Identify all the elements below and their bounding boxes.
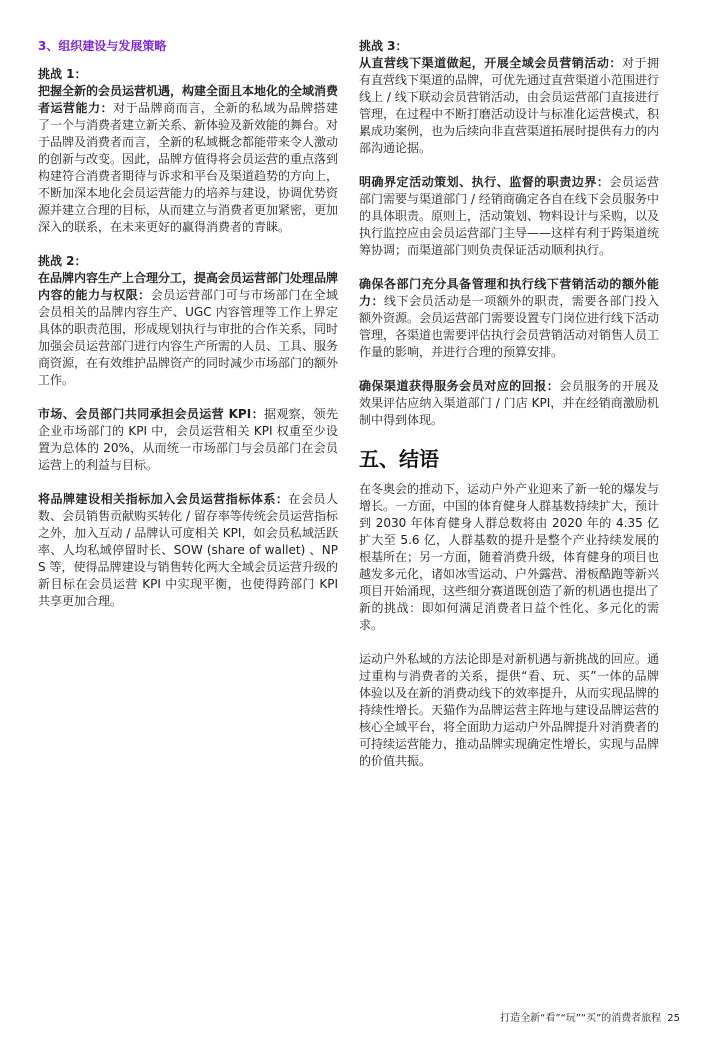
challenge-1-label: 挑战 1： [38, 67, 87, 81]
challenge-2-lead: 在品牌内容生产上合理分工，提高会员运营部门处理品牌内容的能力与权限： [38, 271, 339, 302]
kpi-point-body: 据观察，领先企业市场部门的 KPI 中，会员运营相关 KPI 权重至少设置为总体的 20%，从而统一市场部门与会员部门在会员运营上的利益与目标。 [38, 407, 338, 472]
capability-point-lead: 确保各部门充分具备管理和执行线下营销活动的额外能力： [359, 277, 659, 308]
brand-metric-point-body: 在会员人数、会员销售贡献购买转化 / 留存率等传统会员运营指标之外，加入互动 / 品牌认可度相关 KPI，如会员私域活跃率、人均私域停留时长、SOW (share of wallet) 、NPS 等，使得品牌建设与销售转化两大全域会员运营升级的新目标在会员运营 KPI 中实现平衡，也使得跨部门 KPI 共享更加合理。 [38, 492, 338, 608]
challenge-2-body: 会员运营部门可与市场部门在全域会员相关的品牌内容生产、UGC 内容管理等工作上界定具体的职责范围，形成规划执行与审批的合作关系，同时加强会员运营部门进行内容生产所需的人员、工具、服务商资源，在有效维护品牌资产的同时减少市场部门的额外工作。 [38, 288, 339, 387]
left-column [38, 38, 338, 627]
challenge-3-lead: 从直营线下渠道做起，开展全域会员营销活动： [359, 56, 622, 70]
reward-point [359, 378, 659, 429]
challenge-3 [359, 38, 659, 157]
challenge-2-label: 挑战 2： [38, 254, 87, 268]
reward-point-text [359, 378, 659, 429]
challenge-3-label: 挑战 3： [359, 39, 408, 53]
responsibility-point-lead: 明确界定活动策划、执行、监督的职责边界： [359, 175, 610, 189]
kpi-point-text [38, 406, 338, 474]
responsibility-point [359, 174, 659, 259]
challenge-3-text [359, 55, 659, 157]
reward-point-lead: 确保渠道获得服务会员对应的回报： [359, 379, 560, 393]
brand-metric-point-text [38, 491, 338, 610]
conclusion-heading: 五、结语 [359, 447, 439, 471]
page-number: 25 [667, 1013, 680, 1024]
page-footer [500, 1012, 680, 1026]
challenge-1-body: 对于品牌商而言，全新的私域为品牌搭建了一个与消费者建立新关系、新体验及新效能的舞台。对于品牌及消费者而言，全新的私域概念都能带来令人激动的创新与改变。因此，品牌方值得将会员运营的重点落到构建符合消费者期待与诉求和平台及渠道趋势的方向上，不断加深本地化会员运营能力的培养与建设，协调优势资源并建立合理的目标，从而建立与消费者更加紧密，更加深入的联系，在未来更好的赢得消费者的青睐。 [38, 101, 339, 234]
brand-metric-point [38, 491, 338, 610]
reward-point-body: 会员服务的开展及效果评估应纳入渠道部门 / 门店 KPI，并在经销商激励机制中得到体现。 [359, 379, 659, 427]
challenge-2 [38, 253, 338, 389]
conclusion-paragraph-1: 在冬奥会的推动下，运动户外产业迎来了新一轮的爆发与增长。一方面，中国的体育健身人群基数持续扩大，预计到 2030 年体育健身人群总数将由 2020 年的 4.35 亿扩大至 5.6 亿，人群基数的提升是整个产业持续发展的根基所在；另一方面，随着消费升级，体育健身的项目也越发多元化，诸如冰雪运动、户外露营、滑板酷跑等新兴项目开始涌现，这些细分赛道既创造了新的机遇也提出了新的挑战：即如何满足消费者日益个性化、多元化的需求。 [359, 482, 660, 632]
capability-point [359, 276, 659, 361]
responsibility-point-body: 会员运营部门需要与渠道部门 / 经销商确定各自在线下会员服务中的具体职责。原则上，活动策划、物料设计与采购，以及执行监控应由会员运营部门主导——这样有利于跨渠道统筹协调；而渠道部门则负责保证活动顺利执行。 [359, 175, 660, 257]
conclusion-paragraph-2: 运动户外私域的方法论即是对新机遇与新挑战的回应。通过重构与消费者的关系，提供“看、玩、买”一体的品牌体验以及在新的消费动线下的效率提升，从而实现品牌的持续性增长。天猫作为品牌运营主阵地与建设品牌运营的核心全域平台，将全面助力运动户外品牌提升对消费者的可持续运营能力，推动品牌实现确定性增长，实现与品牌的价值共振。 [359, 652, 660, 768]
section-heading: 3、组织建设与发展策略 [38, 39, 167, 53]
challenge-3-body: 对于拥有直营线下渠道的品牌，可优先通过直营渠道小范围进行线上 / 线下联动会员营销活动，由会员运营部门直接进行管理，在过程中不断打磨活动设计与标准化运营模式，积累成功案例，也为后续向非直营渠道拓展时提供有力的内部沟通论据。 [359, 56, 660, 155]
capability-point-text [359, 276, 659, 361]
challenge-1 [38, 66, 338, 236]
footer-title: 打造全新“看”“玩”“买”的消费者旅程 [500, 1013, 662, 1024]
challenge-2-text [38, 270, 338, 389]
challenge-1-text [38, 83, 338, 236]
brand-metric-point-lead: 将品牌建设相关指标加入会员运营指标体系： [38, 492, 289, 506]
responsibility-point-text [359, 174, 659, 259]
kpi-point-lead: 市场、会员部门共同承担会员运营 KPI： [38, 407, 264, 421]
kpi-point [38, 406, 338, 474]
challenge-1-lead: 把握全新的会员运营机遇，构建全面且本地化的全域消费者运营能力： [38, 84, 339, 115]
capability-point-body: 线下会员活动是一项额外的职责，需要各部门投入额外资源。会员运营部门需要设置专门岗位进行线下活动管理，各渠道也需要评估执行会员营销活动对销售人员工作量的影响，并进行合理的预算安排。 [359, 294, 660, 359]
right-column [359, 38, 659, 787]
